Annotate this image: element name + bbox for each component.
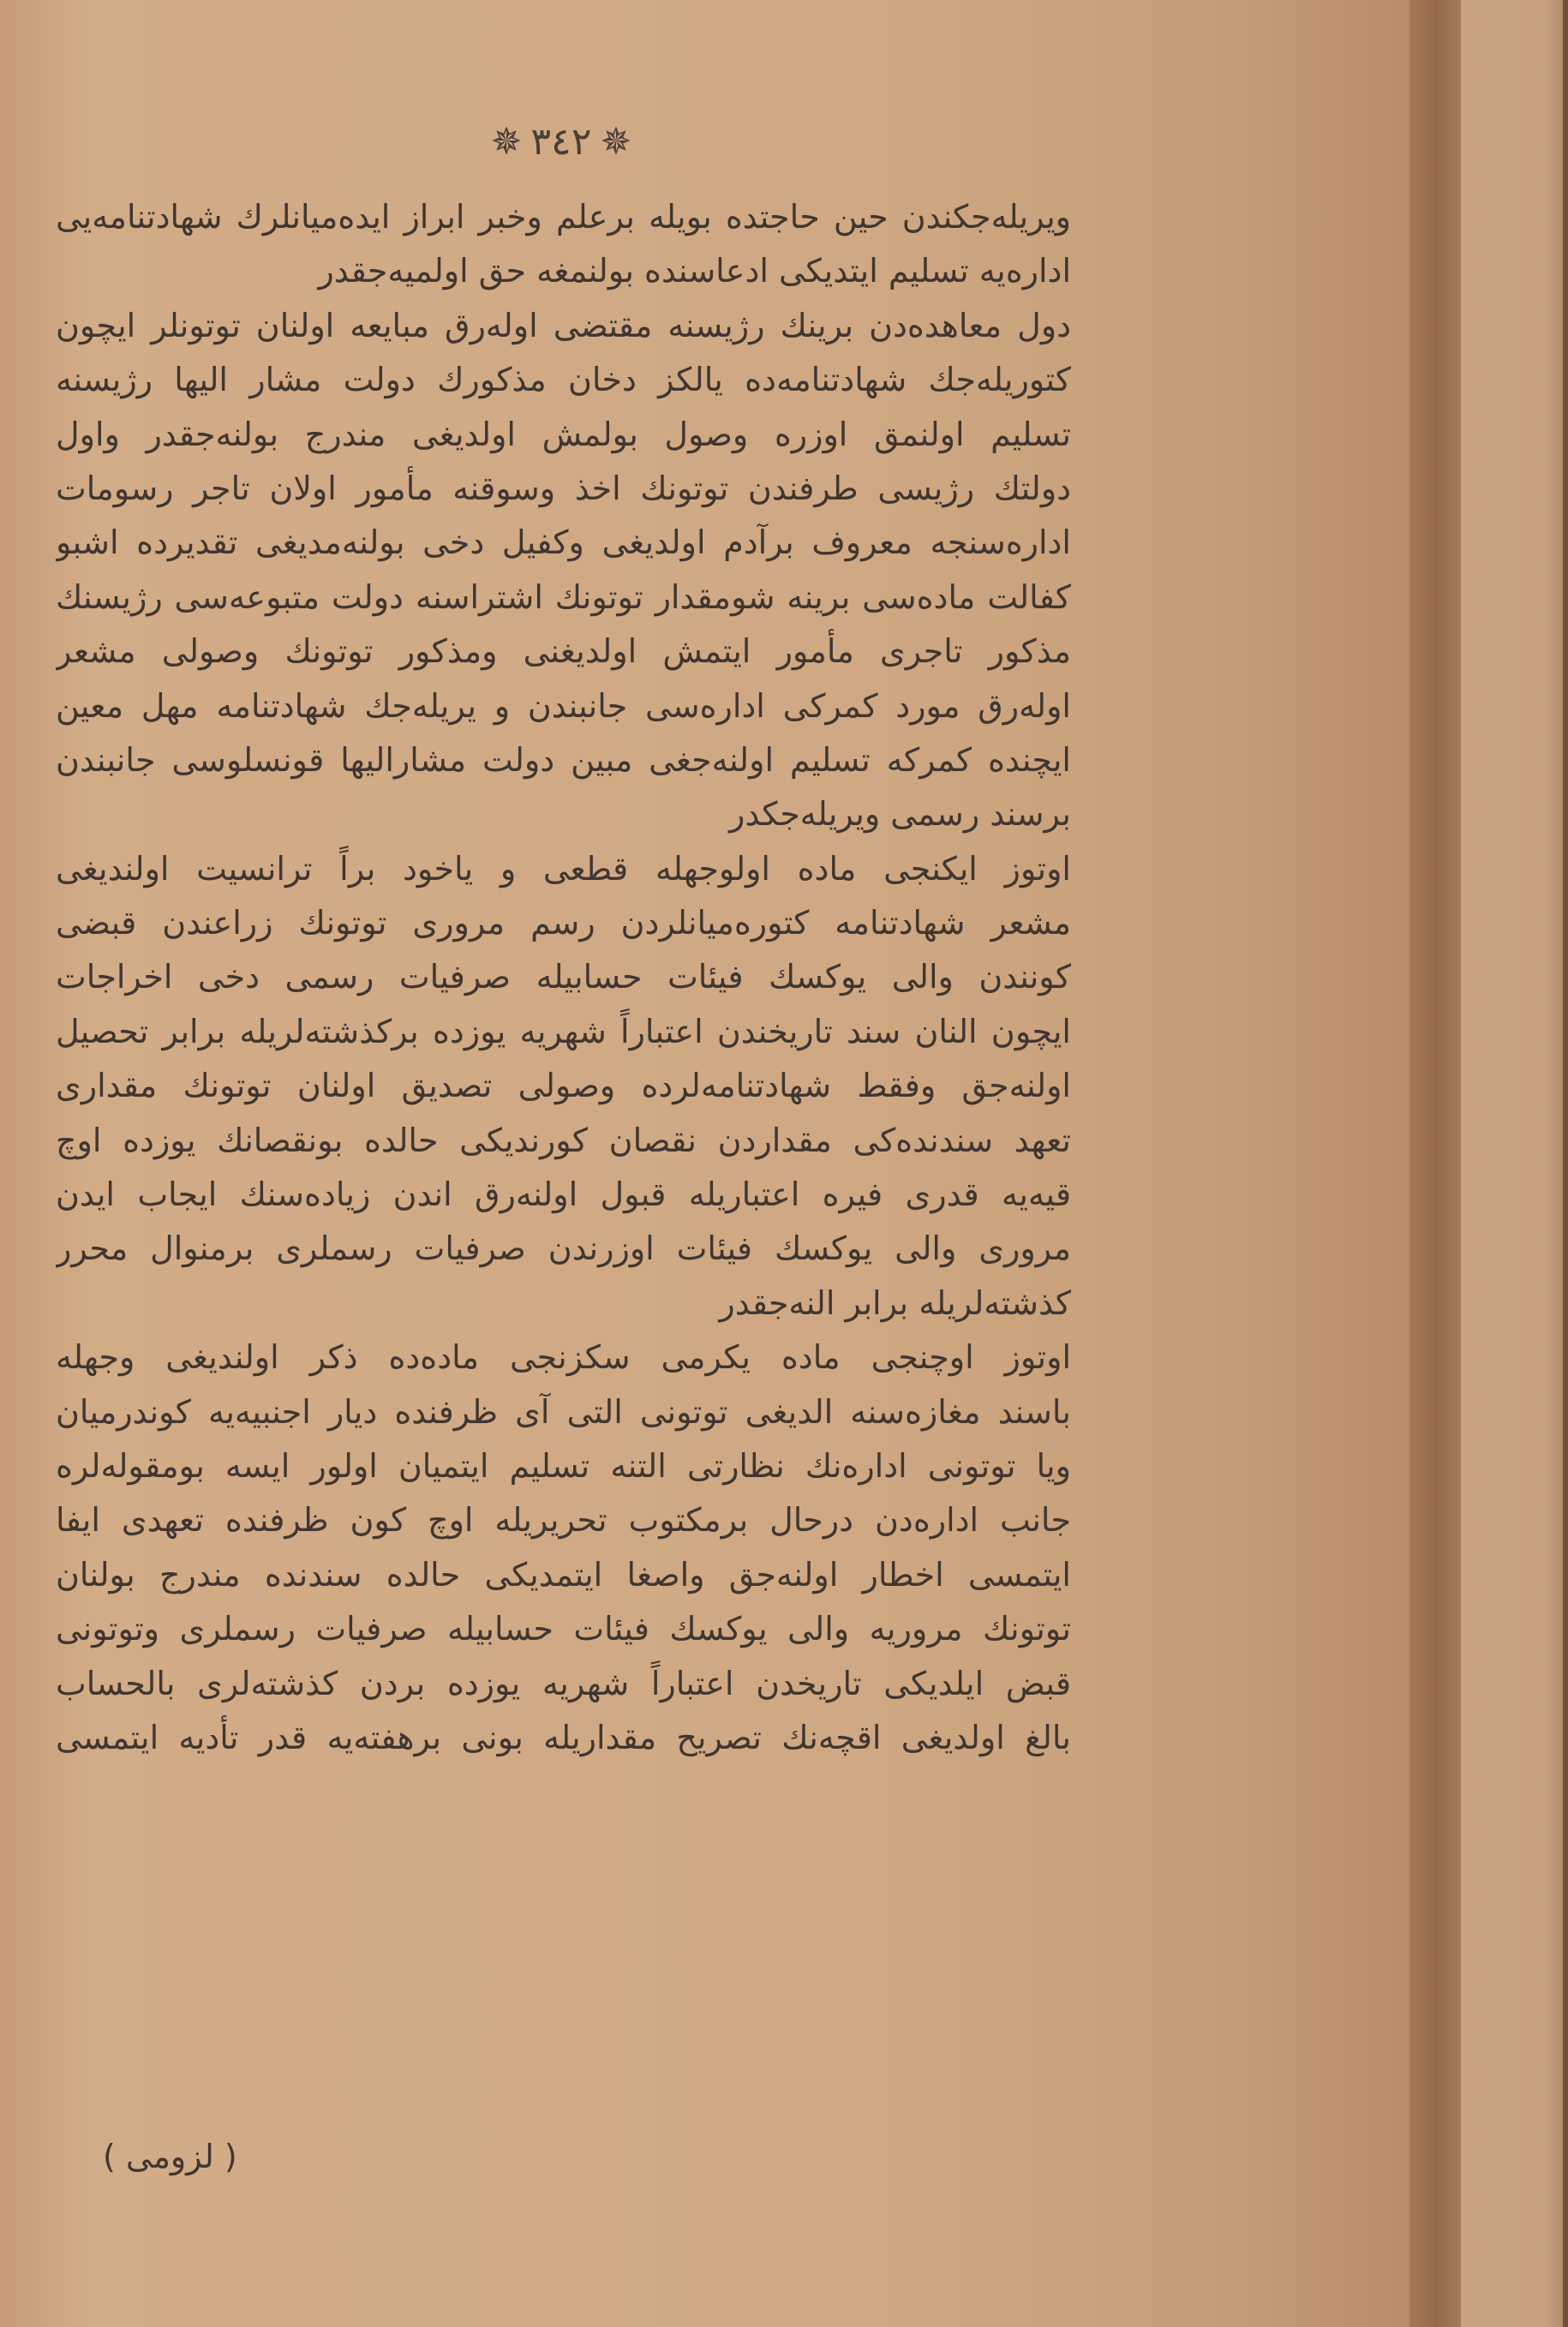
ornament-icon: ✵	[490, 120, 523, 164]
article-33-heading-line: اوتوز اوچنجی ماده یکرمی سکزنجی ماده‌ده ذکر اولندیغی وجهله	[56, 1338, 1071, 1377]
text-line: بالغ اولدیغی اقچه‌نك تصریح مقداریله بونی برهفته‌یه قدر تأدیه ایتمسی	[56, 1718, 1071, 1756]
ornament-icon: ✵	[600, 120, 632, 164]
text-line: دولتك رژیسی طرفندن توتونك اخذ وسوقنه مأمور اولان تاجر رسومات	[56, 469, 1071, 507]
text-line: ویریله‌جکندن حین حاجتده بویله برعلم وخبر ابراز ایده‌میانلرك شهادتنامه‌یی	[56, 198, 1071, 236]
text-line: مشعر شهادتنامه کتوره‌میانلردن رسم مروری توتونك زراعندن قبضی	[56, 904, 1071, 942]
text-line: کذشته‌لریله برابر النه‌جقدر	[719, 1283, 1071, 1322]
text-line: ایتمسی اخطار اولنه‌جق واصغا ایتمدیکی حالده سندنده مندرج بولنان	[56, 1555, 1071, 1594]
text-line: ویا توتونی اداره‌نك نظارتی التنه تسلیم ایتمیان اولور ایسه بومقوله‌لره	[56, 1446, 1071, 1485]
text-line: کفالت ماده‌سی برینه شومقدار توتونك اشتراسنه دولت متبوعه‌سی رژیسنك	[56, 577, 1071, 616]
text-line: کتوریله‌جك شهادتنامه‌ده یالکز دخان مذکورك دولت مشار الیها رژیسنه	[56, 361, 1071, 399]
text-line: باسند مغازه‌سنه الدیغی توتونی التی آی ظرفنده دیار اجنبیه‌یه کوندرمیان	[56, 1392, 1071, 1431]
text-line: اوله‌رق مورد کمرکی اداره‌سی جانبندن و یریله‌جك شهادتنامه مهل معین	[56, 686, 1071, 725]
body-text	[56, 190, 1071, 1765]
text-line: قیه‌یه قدری فیره اعتباریله قبول اولنه‌رق اندن زیاده‌سنك ایجاب ایدن	[56, 1175, 1071, 1214]
text-line: دول معاهده‌دن برینك رژیسنه مقتضی اوله‌رق مبایعه اولنان توتونلر ایچون	[56, 306, 1071, 344]
text-line: ایچنده کمرکه تسلیم اولنه‌جغی مبین دولت مشارالیها قونسلوسی جانبندن	[56, 740, 1071, 779]
page-number: ٣٤٢	[530, 120, 592, 164]
catchword: ( لزومی )	[103, 2138, 237, 2175]
facing-page-edge	[1461, 0, 1568, 2327]
text-line: برسند رسمی ویریله‌جکدر	[729, 795, 1071, 834]
article-32-heading-line: اوتوز ایکنجی ماده اولوجهله قطعی و یاخود براً ترانسیت اولندیغی	[56, 849, 1071, 888]
text-line: مذکور تاجری مأمور ایتمش اولدیغنی ومذکور توتونك وصولی مشعر	[56, 632, 1071, 671]
text-line: کونندن والی یوکسك فیئات حسابیله صرفیات رسمی دخی اخراجات	[56, 958, 1071, 996]
page-number-header	[467, 120, 655, 164]
text-line: مروری والی یوکسك فیئات اوزرندن صرفیات رسملری برمنوال محرر	[56, 1229, 1071, 1268]
text-line: جانب اداره‌دن درحال برمکتوب تحریریله اوچ کون ظرفنده تعهدی ایفا	[56, 1501, 1071, 1540]
text-line: قبض ایلدیکی تاریخدن اعتباراً شهریه یوزده بردن کذشته‌لری بالحساب	[56, 1664, 1071, 1702]
text-line: اداره‌سنجه معروف برآدم اولدیغی وکفیل دخی بولنه‌مدیغی تقدیرده اشبو	[56, 523, 1071, 562]
text-line: تعهد سندنده‌کی مقداردن نقصان کورندیکی حالده بونقصانك یوزده اوچ	[56, 1121, 1071, 1159]
text-line: اولنه‌جق وفقط شهادتنامه‌لرده وصولی تصدیق اولنان توتونك مقداری	[56, 1067, 1071, 1105]
text-line: تسلیم اولنمق اوزره وصول بولمش اولدیغی مندرج بولنه‌جقدر واول	[56, 415, 1071, 453]
text-line: توتونك مروریه والی یوکسك فیئات حسابیله صرفیات رسملری وتوتونی	[56, 1610, 1071, 1648]
book-spine-gutter	[1409, 0, 1461, 2327]
text-line: اداره‌یه تسلیم ایتدیکی ادعاسنده بولنمغه حق اولمیه‌جقدر	[318, 252, 1071, 290]
text-line: ایچون النان سند تاریخندن اعتباراً شهریه یوزده برکذشته‌لریله برابر تحصیل	[56, 1012, 1071, 1050]
